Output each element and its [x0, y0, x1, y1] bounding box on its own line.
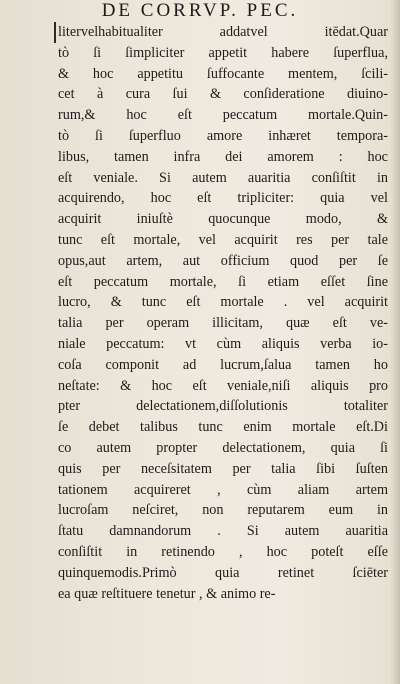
text-line: co autem propter delectationem, quia ſi [58, 439, 388, 456]
text-line: quis per neceſsitatem per talia ſibi ſuſten [58, 460, 388, 477]
text-line: tò ſi ſuperfluo amore inhæret tempora- [58, 127, 388, 144]
text-line: & hoc appetitu ſuffocante mentem, ſcili- [58, 65, 388, 82]
text-line: neſtate: & hoc eſt veniale,niſi aliquis pro [58, 377, 388, 394]
text-line: pter delectationem,diſſolutionis totaliter [58, 398, 388, 415]
text-line: niale peccatum: vt cùm aliquis verba io- [58, 335, 388, 352]
page-gutter-shadow [390, 0, 400, 684]
text-line: coſa componit ad lucrum,ſalua tamen ho [58, 356, 388, 373]
text-line: talia per operam illicitam, quæ eſt ve- [58, 315, 388, 332]
text-line: cet à cura ſui & conſideratione diuino- [58, 86, 388, 103]
body-text [58, 22, 388, 604]
text-line: eſt veniale. Si autem auaritia conſiſtit in [58, 169, 388, 186]
text-line: quinquemodis.Primò quia retinet ſciēter [58, 564, 388, 581]
text-line: tò ſi ſimpliciter appetit habere ſuperflua, [58, 44, 388, 61]
text-line: litervelhabitualiter addatvel itēdat.Quar [54, 22, 388, 43]
text-line: acquirit iniuſtè quocunque modo, & [58, 211, 388, 228]
text-line: lucroſam neſciret, non reputarem eum in [58, 502, 388, 519]
text-line: acquirendo, hoc eſt tripliciter: quia vel [58, 190, 388, 207]
text-line: opus,aut artem, aut officium quod per ſe [58, 252, 388, 269]
text-line: ſe debet talibus tunc enim mortale eſt.Di [58, 419, 388, 436]
text-line: rum,& hoc eſt peccatum mortale.Quin- [58, 107, 388, 124]
text-line: ſtatu damnandorum . Si autem auaritia [58, 523, 388, 540]
text-line: ea quæ reſtituere tenetur , & animo re- [58, 585, 276, 602]
text-line: tationem acquireret , cùm aliam artem [58, 481, 388, 498]
running-title: DE CORRVP. PEC. [101, 0, 299, 21]
text-line: lucro, & tunc eſt mortale . vel acquirit [58, 294, 388, 311]
text-line: eſt peccatum mortale, ſi etiam eſſet ſine [58, 273, 388, 290]
text-line: conſiſtit in retinendo , hoc poteſt eſſe [58, 543, 388, 560]
text-line: libus, tamen infra dei amorem : hoc [58, 148, 388, 165]
text-line: tunc eſt mortale, vel acquirit res per tale [58, 231, 388, 248]
